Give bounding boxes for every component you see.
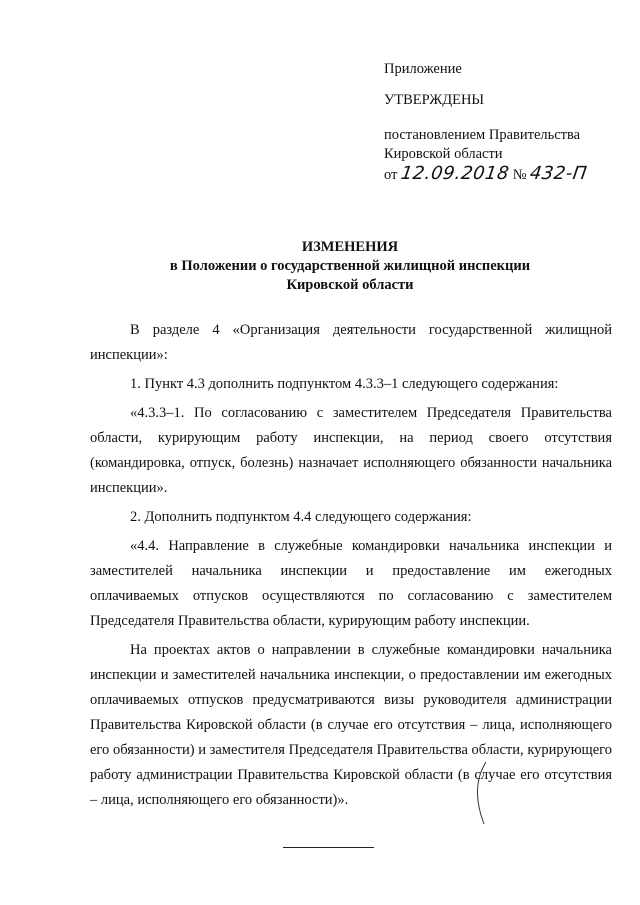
paragraph-item-1: 1. Пункт 4.3 дополнить подпунктом 4.3.3–1 следующего содержания: (130, 376, 559, 392)
title-subheading-2: Кировской области (286, 277, 414, 293)
decree-line-1: постановлением Правительства (384, 127, 581, 143)
paragraph-item-4-4-visas: На проектах актов о направлении в служебные командировки начальника инспекции и заместителей начальника инспекции, о предоставлении им ежегодных оплачиваемых отпусков предусматриваются визы руководителя администрации Правительства Кировской области (в случае его отсутствия – лица, исполняющего его обязанности) и заместителя Председателя Правительства области, курирующего работу администрации Правительства Кировской области (в случае его отсутствия – лица, исполняющего его обязанности)». (90, 642, 612, 808)
title-subheading-1: в Положении о государственной жилищной инспекции (169, 258, 531, 274)
document-body (90, 318, 612, 813)
decree-line-2: Кировской области (384, 146, 503, 162)
decree-date-number-line (384, 164, 624, 185)
paragraph-item-4-4: «4.4. Направление в служебные командировки начальника инспекции и заместителей начальника инспекции и предоставление им ежегодных оплачиваемых отпусков осуществляются по согласованию с заместителем Председателя Правительства области, курирующим работу инспекции. (90, 538, 612, 629)
title-heading: ИЗМЕНЕНИЯ (301, 239, 399, 255)
number-prefix: № (512, 167, 527, 183)
date-prefix: от (384, 167, 398, 183)
handwritten-number: 432-П (528, 163, 589, 184)
approval-stamp-block (384, 60, 624, 185)
end-separator-line (283, 847, 374, 848)
paragraph-item-2: 2. Дополнить подпунктом 4.4 следующего содержания: (130, 509, 472, 525)
paragraph-item-4-3-3-1: «4.3.3–1. По согласованию с заместителем Председателя Правительства области, курирующим работу инспекции, на период своего отсутствия (командировка, отпуск, болезнь) назначает исполняющего обязанности начальника инспекции». (90, 405, 612, 496)
paragraph-section-intro: В разделе 4 «Организация деятельности государственной жилищной инспекции»: (90, 322, 612, 363)
handwritten-date: 12.09.2018 (399, 163, 511, 184)
appendix-label: Приложение (384, 61, 462, 77)
document-title (100, 238, 600, 295)
pen-mark (466, 758, 506, 828)
approved-label: УТВЕРЖДЕНЫ (384, 92, 485, 108)
